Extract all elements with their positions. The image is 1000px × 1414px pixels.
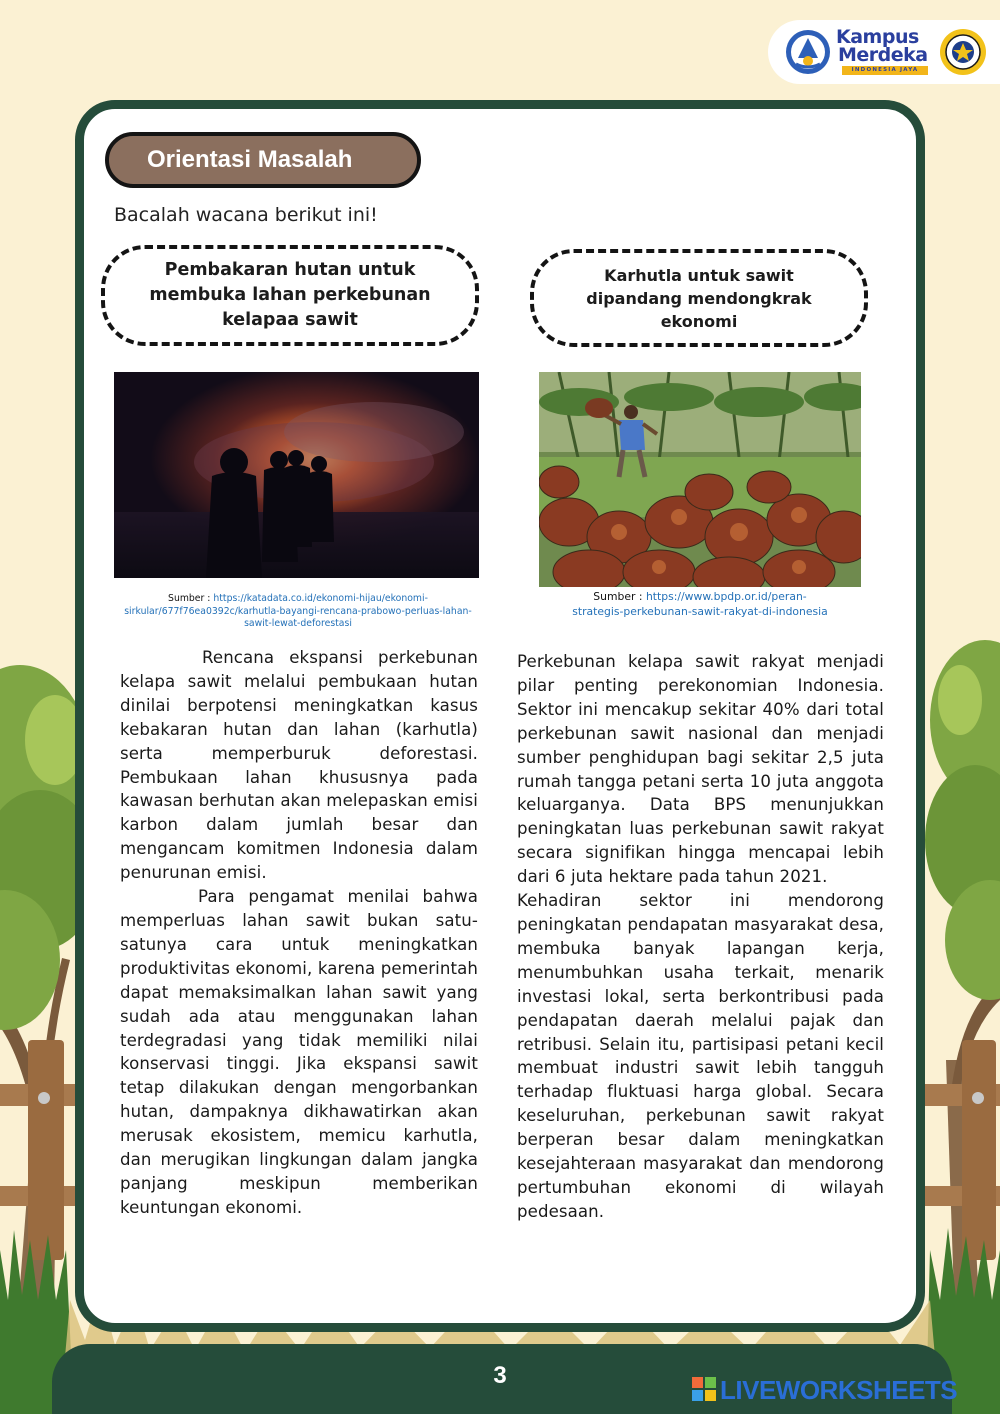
brand-tagline: INDONESIA JAYA bbox=[842, 66, 928, 75]
left-headline-text: Pembakaran hutan untuk membuka lahan perkebunan kelapaa sawit bbox=[149, 260, 431, 330]
brand-line2: Merdeka bbox=[838, 44, 928, 66]
right-source-link[interactable]: https://www.bpdp.or.id/peran-strategis-perkebunan-sawit-rakyat-di-indonesia bbox=[572, 590, 828, 618]
left-paragraph-2: Para pengamat menilai bahwa memperluas lahan sawit bukan satu-satunya cara untuk meningkatkan produktivitas ekonomi, karena pemerintah dapat memaksimalkan lahan sawit yang sudah ada atau menggunakan lahan terdegradasi yang tidak memiliki nilai konservasi tinggi. Jika ekspansi sawit tetap dilakukan dengan mengorbankan hutan, dampaknya dikhawatirkan akan merusak ekosistem, memicu karhutla, dan merugikan lingkungan dalam jangka panjang meskipun memberikan keuntungan ekonomi. bbox=[120, 887, 478, 1217]
left-photo-source bbox=[114, 593, 482, 631]
page-number: 3 bbox=[493, 1362, 507, 1389]
brand-line1: Kampus bbox=[836, 26, 919, 48]
liveworksheets-grid-icon bbox=[692, 1377, 716, 1401]
header-logo bbox=[768, 20, 1000, 84]
left-article-headline bbox=[101, 245, 479, 346]
left-article-body bbox=[120, 646, 478, 1220]
left-paragraph-1: Rencana ekspansi perkebunan kelapa sawit melalui pembukaan hutan dinilai berpotensi meningkatkan kasus kebakaran hutan dan lahan (karhutla) serta memperburuk deforestasi. Pembukaan lahan khususnya pada kawasan berhutan akan melepaskan emisi karbon dalam jumlah besar dan mengancam komitmen Indonesia dalam penurunan emisi. bbox=[120, 648, 478, 883]
liveworksheets-watermark bbox=[692, 1375, 992, 1405]
right-headline-text: Karhutla untuk sawit dipandang mendongkrak ekonomi bbox=[586, 265, 812, 331]
palm-oil-plantation-photo bbox=[539, 372, 861, 587]
university-emblem bbox=[938, 26, 988, 78]
left-source-link[interactable]: https://katadata.co.id/ekonomi-hijau/ekonomi-sirkular/677f76ea0392c/karhutla-bayangi-rencana-prabowo-perluas-lahan-sawit-lewat-deforestasi bbox=[124, 593, 472, 630]
left-source-label: Sumber : bbox=[168, 593, 214, 604]
right-paragraph-1: Perkebunan kelapa sawit rakyat menjadi pilar penting perekonomian Indonesia. Sektor ini mencakup sekitar 40% dari total perkebunan sawit nasional dan menjadi sumber penghidupan bagi sekitar 2,5 juta rumah tangga petani serta 10 juta anggota keluarganya. Data BPS menunjukkan peningkatan luas perkebunan sawit rakyat secara signifikan hingga mencapai lebih dari 6 juta hektare pada tahun 2021. bbox=[517, 652, 884, 887]
right-article-headline bbox=[530, 249, 868, 347]
section-title: Orientasi Masalah bbox=[105, 132, 421, 188]
forest-fire-photo bbox=[114, 372, 479, 578]
reading-instruction: Bacalah wacana berikut ini! bbox=[114, 204, 378, 226]
kampus-merdeka-brand bbox=[836, 26, 936, 78]
right-paragraph-2: Kehadiran sektor ini mendorong peningkatan pendapatan masyarakat desa, membuka banyak lapangan kerja, menumbuhkan usaha terkait, menarik investasi lokal, serta berkontribusi pada pendapatan daerah melalui pajak dan retribusi. Selain itu, partisipasi petani kecil membuat industri sawit lebih tangguh terhadap fluktuasi harga global. Secara keseluruhan, perkebunan sawit rakyat berperan besar dalam meningkatkan kesejahteraan masyarakat dan mendorong pertumbuhan ekonomi di wilayah pedesaan. bbox=[517, 891, 884, 1221]
right-photo-source bbox=[570, 590, 830, 619]
right-source-label: Sumber : bbox=[593, 590, 646, 603]
tut-wuri-handayani-logo bbox=[784, 28, 832, 76]
right-article-body bbox=[517, 650, 884, 1224]
liveworksheets-text: LIVEWORKSHEETS bbox=[720, 1375, 958, 1405]
